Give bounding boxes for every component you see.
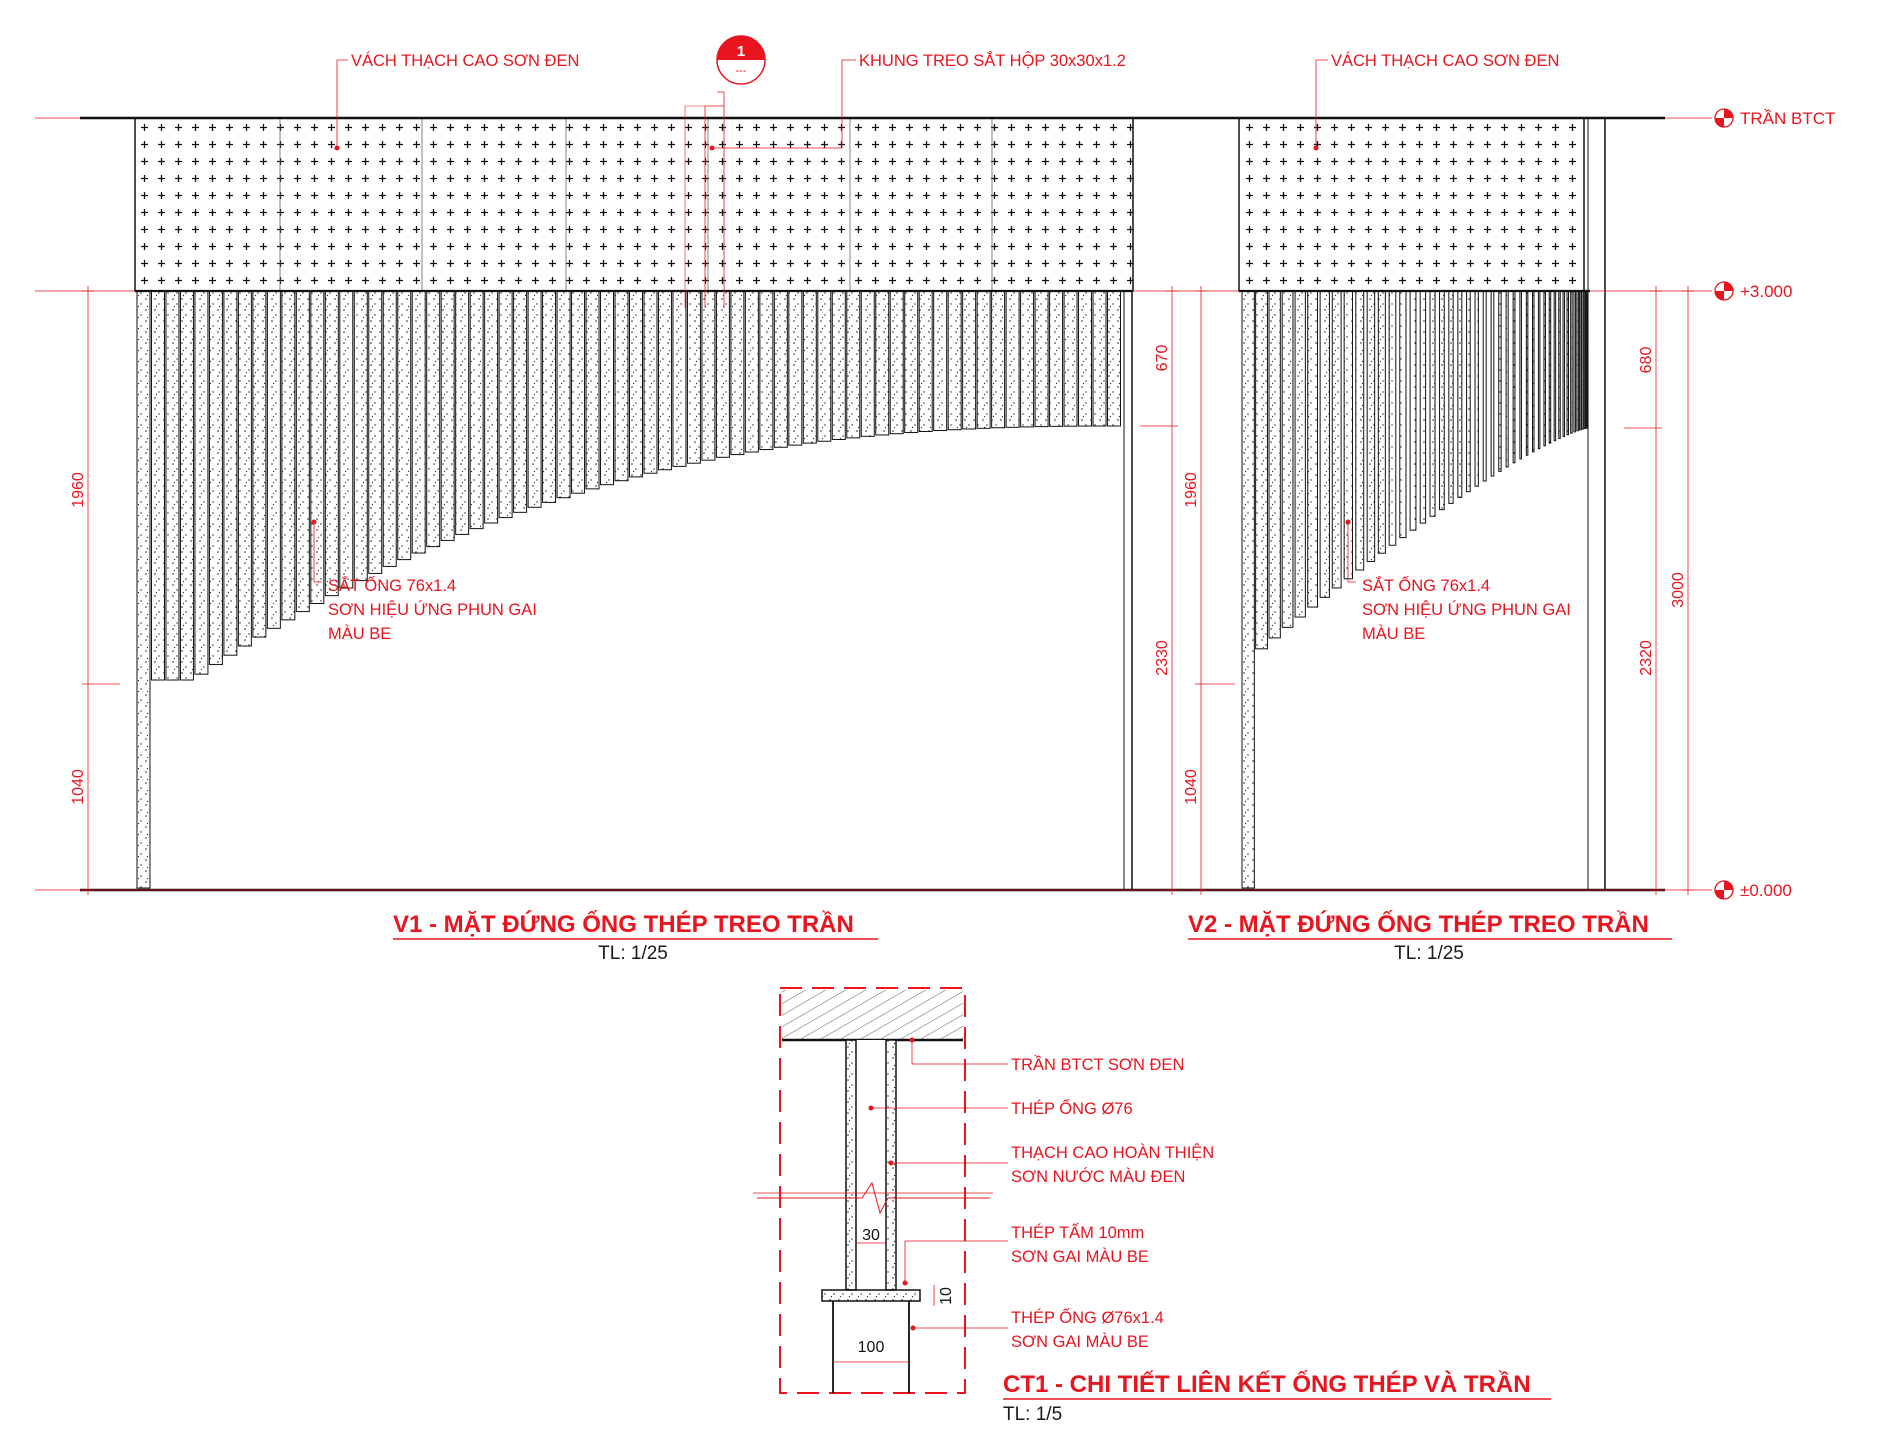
pipe	[1332, 291, 1341, 588]
v1-frame-label: KHUNG TREO SẮT HỘP 30x30x1.2	[859, 52, 1126, 70]
pipe	[151, 291, 164, 680]
pipe	[238, 291, 251, 646]
pipe	[1320, 291, 1329, 597]
ct1-steel-plate	[822, 1290, 920, 1301]
ct1-ceiling-label: TRẦN BTCT SƠN ĐEN	[1011, 1056, 1185, 1074]
dim-v2-right-lower: 2320	[1638, 640, 1655, 676]
pipe	[224, 291, 237, 655]
level-marker-zero	[1715, 881, 1792, 900]
pipe	[528, 291, 541, 507]
v1-pipe-label-3: MÀU BE	[328, 625, 392, 643]
v1-pipe-curtain	[137, 291, 1121, 888]
pipe	[1526, 291, 1528, 455]
pipe	[745, 291, 758, 452]
pipe	[1579, 291, 1581, 430]
dim-v2-right-upper: 680	[1638, 346, 1655, 374]
ct1-pipe2-label-1: THÉP ỐNG Ø76x1.4	[1011, 1309, 1164, 1327]
pipe	[1367, 291, 1374, 561]
pipe	[1440, 291, 1445, 510]
pipe	[1308, 291, 1318, 607]
pipe	[586, 291, 599, 489]
v1-title: V1 - MẶT ĐỨNG ỐNG THÉP TREO TRẦN	[393, 911, 854, 938]
pipe	[774, 291, 787, 447]
pipe	[1021, 291, 1034, 427]
ct1-detail	[753, 988, 1214, 1393]
pipe	[1430, 291, 1435, 516]
pipe	[1574, 291, 1576, 432]
ceiling-level-label: TRẦN BTCT	[1740, 109, 1836, 128]
pipe	[1378, 291, 1385, 553]
section-marker-number: 1	[736, 43, 746, 60]
pipe	[673, 291, 686, 466]
pipe	[630, 291, 643, 477]
pipe	[1050, 291, 1063, 426]
dim-v1-right-upper: 670	[1154, 344, 1171, 372]
pipe	[890, 291, 903, 434]
v2-pipe-label-3: MÀU BE	[1362, 625, 1426, 643]
pipe	[1400, 291, 1406, 538]
pipe	[383, 291, 396, 566]
section-marker-sub: ---	[735, 65, 747, 77]
pipe	[1586, 291, 1588, 428]
v2-pipe-label-2: SƠN HIỆU ỨNG PHUN GAI	[1362, 601, 1571, 619]
dim-v1-left-lower: 1040	[70, 769, 87, 805]
pipe	[311, 291, 324, 604]
pipe	[1559, 291, 1561, 438]
pipe	[514, 291, 527, 512]
pipe	[1256, 291, 1268, 649]
pipe	[1582, 291, 1584, 429]
pipe	[296, 291, 309, 612]
pipe	[658, 291, 671, 470]
ct1-dim-30: 30	[862, 1227, 880, 1244]
ct1-plate-label-1: THÉP TẤM 10mm	[1011, 1224, 1145, 1242]
pipe	[1563, 291, 1565, 436]
v1-pipe-label-1: SẮT ỐNG 76x1.4	[328, 577, 457, 595]
pipe	[1035, 291, 1048, 427]
pipe	[209, 291, 222, 665]
pipe	[1079, 291, 1092, 426]
pipe	[1549, 291, 1551, 443]
pipe	[1577, 291, 1579, 431]
pipe	[557, 291, 570, 498]
pipe	[847, 291, 860, 438]
pipe	[1520, 291, 1522, 459]
v1-pipe-label-2: SƠN HIỆU ỨNG PHUN GAI	[328, 601, 537, 619]
top-level-label: +3.000	[1740, 282, 1793, 301]
pipe	[354, 291, 367, 581]
v2-elevation	[1239, 118, 1605, 890]
v1-scale: TL: 1/25	[598, 943, 668, 964]
pipe	[1491, 291, 1494, 476]
v1-elevation	[135, 118, 1133, 890]
pipe	[1533, 291, 1535, 452]
pipe	[803, 291, 816, 443]
ct1-plate-label-2: SƠN GAI MÀU BE	[1011, 1248, 1149, 1266]
pipe	[572, 291, 585, 493]
pipe	[1242, 291, 1254, 888]
pipe	[485, 291, 498, 523]
dim-v2-left-lower: 1040	[1183, 769, 1200, 805]
pipe	[1295, 291, 1305, 617]
pipe	[934, 291, 947, 431]
pipe	[166, 291, 179, 680]
pipe	[948, 291, 961, 430]
pipe	[1420, 291, 1425, 523]
ct1-gypsum-label-2: SƠN NƯỚC MÀU ĐEN	[1011, 1168, 1186, 1186]
pipe	[1410, 291, 1416, 530]
pipe	[282, 291, 295, 620]
pipe	[687, 291, 700, 463]
ct1-scale: TL: 1/5	[1003, 1404, 1063, 1425]
pipe	[644, 291, 657, 473]
pipe	[340, 291, 353, 588]
pipe	[760, 291, 773, 450]
pipe	[876, 291, 889, 435]
v2-gypsum-wall	[1239, 118, 1584, 291]
ct1-dim-10: 10	[938, 1287, 955, 1305]
pipe	[731, 291, 744, 455]
v1-gypsum-wall	[135, 118, 1133, 291]
pipe	[398, 291, 411, 560]
pipe	[253, 291, 266, 637]
level-marker-ceiling	[1715, 109, 1835, 128]
v2-title: V2 - MẶT ĐỨNG ỐNG THÉP TREO TRẦN	[1188, 911, 1649, 938]
pipe	[499, 291, 512, 518]
pipe	[1006, 291, 1019, 427]
pipe	[1554, 291, 1556, 441]
pipe	[818, 291, 831, 441]
pipe	[861, 291, 874, 436]
dim-v1-right-lower: 2330	[1154, 640, 1171, 676]
level-marker-top	[1715, 282, 1792, 301]
ct1-dim-100: 100	[857, 1339, 885, 1356]
pipe	[456, 291, 469, 534]
pipe	[137, 291, 150, 888]
pipe	[1389, 291, 1396, 545]
pipe	[267, 291, 280, 628]
dim-v1-left-upper: 1960	[70, 472, 87, 508]
pipe	[1458, 291, 1462, 497]
pipe	[441, 291, 454, 540]
pipe	[1538, 291, 1540, 449]
dim-v2-left-upper: 1960	[1183, 472, 1200, 508]
pipe	[601, 291, 614, 485]
pipe	[919, 291, 932, 431]
pipe	[1506, 291, 1508, 467]
pipe	[1513, 291, 1515, 463]
pipe	[1269, 291, 1280, 638]
zero-level-label: ±0.000	[1740, 881, 1792, 900]
pipe	[543, 291, 556, 502]
pipe	[992, 291, 1005, 428]
pipe	[716, 291, 729, 457]
pipe	[1093, 291, 1106, 426]
v2-scale: TL: 1/25	[1394, 943, 1464, 964]
pipe	[789, 291, 802, 445]
pipe	[1499, 291, 1501, 471]
pipe	[963, 291, 976, 429]
pipe	[905, 291, 918, 433]
pipe	[832, 291, 845, 439]
pipe	[1467, 291, 1471, 492]
ct1-pipe-label: THÉP ỐNG Ø76	[1011, 1100, 1133, 1118]
pipe	[1064, 291, 1077, 426]
ct1-ceiling-slab	[782, 990, 963, 1040]
dim-v2-total: 3000	[1670, 572, 1687, 608]
v2-pipe-label-1: SẮT ỐNG 76x1.4	[1362, 577, 1491, 595]
pipe	[427, 291, 440, 547]
pipe	[1282, 291, 1293, 627]
pipe	[1567, 291, 1569, 435]
pipe	[702, 291, 715, 460]
v1-wall-label: VÁCH THẠCH CAO SƠN ĐEN	[351, 52, 580, 70]
pipe	[977, 291, 990, 428]
pipe	[1108, 291, 1121, 426]
pipe	[325, 291, 338, 596]
pipe	[412, 291, 425, 553]
pipe	[1544, 291, 1546, 446]
v2-wall-label: VÁCH THẠCH CAO SƠN ĐEN	[1331, 52, 1560, 70]
ct1-gypsum-label-1: THẠCH CAO HOÀN THIỆN	[1011, 1144, 1215, 1162]
pipe	[615, 291, 628, 481]
pipe	[180, 291, 193, 680]
pipe	[1571, 291, 1573, 433]
pipe	[195, 291, 208, 674]
pipe	[1449, 291, 1453, 503]
pipe	[1475, 291, 1478, 486]
pipe	[470, 291, 483, 529]
pipe	[1483, 291, 1486, 481]
pipe	[369, 291, 382, 573]
ct1-title: CT1 - CHI TIẾT LIÊN KẾT ỐNG THÉP VÀ TRẦN	[1003, 1371, 1531, 1398]
ct1-pipe2-label-2: SƠN GAI MÀU BE	[1011, 1333, 1149, 1351]
pipe	[1356, 291, 1364, 570]
